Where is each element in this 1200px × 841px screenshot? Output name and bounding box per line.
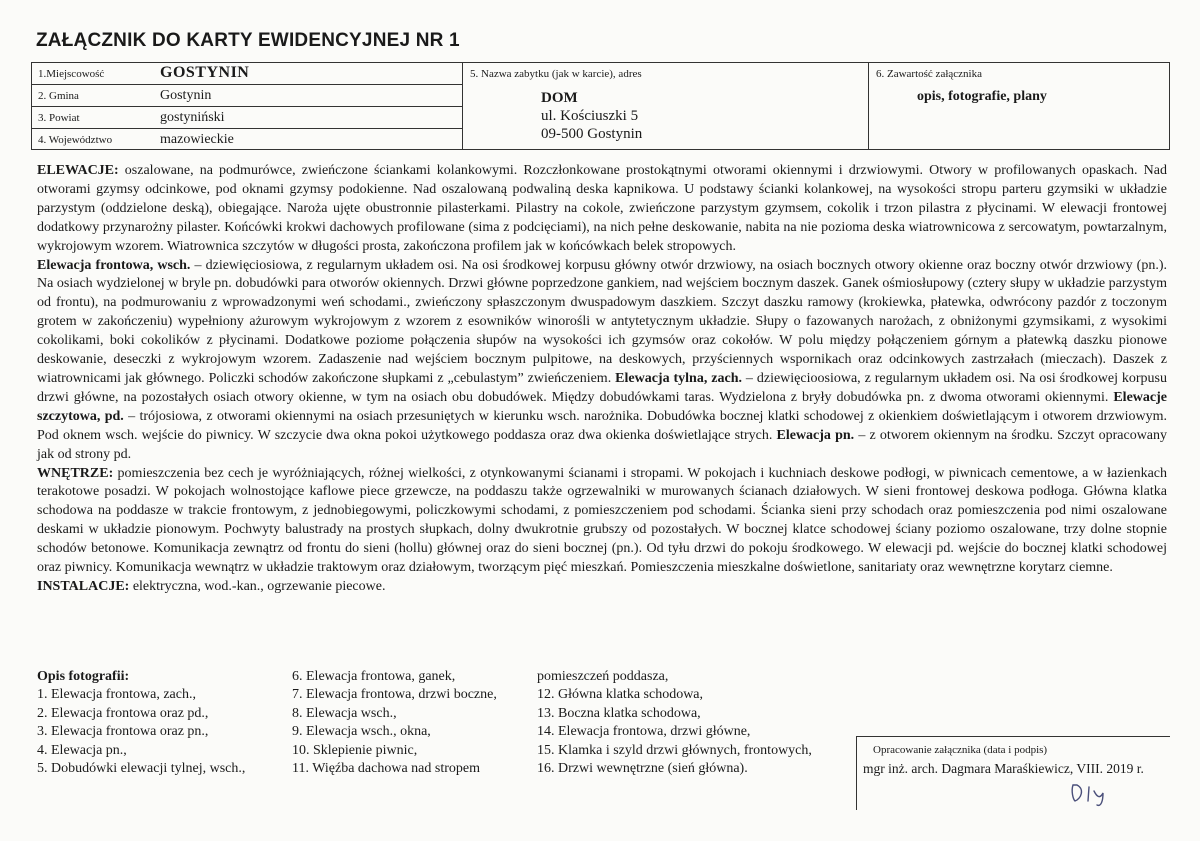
row-miejscowosc [32, 63, 462, 85]
contents-column [869, 63, 1169, 149]
heading-elewacja-frontowa: Elewacja frontowa, wsch. [37, 257, 191, 273]
photo-item: 9. Elewacja wsch., okna, [292, 724, 431, 740]
wojewodztwo-label: 4. Województwo [38, 134, 113, 146]
section-elewacja-frontowa [37, 257, 1167, 465]
text-elewacja-pn: – z otworem okiennym na środku. Szczyt opracowany jak od strony pd. [37, 427, 1168, 462]
text-elewacja-frontowa: – dziewięciosiowa, z regularnym układem osi. Na osi środkowej korpusu główny otwór drzwiowy, na osiach bocznych otwory okienne oraz boczny otwór drzwiowy (pn.). Na osiach wydzielonej w bryle pn. dobudówki para otworów okiennych. Drzwi główne poprzedzone gankiem, nad wejściem bocznym daszek. Ganek ośmiosłupowy (cztery słupy w układzie parzystym od frontu), na podmurowaniu z wprowadzonymi weń schodami., zwieńczony spłaszczonym dwuspadowym daszkiem. Szczyt daszku ramowy (krokiewka, płatewka, odwrócony pazdór z toczonym grotem w zakończeniu) wypełniony ażurowym wykrojowym z wzorem z esowników winorośli w antytetycznym układzie. Słupy o fazowanych narożach, z obniżonymi gzymsikami, z wysokimi cokolikami, boki cokolików z płycinami. Dodatkowe poziome połączenia słupów na wysokości ich gzymsów oraz cokołów. W polu między połączeniem górnym a płatewką daszku pionowe deskowanie, deseczki z wykrojowym wzorem. Zadaszenie nad wejściem bocznym pulpitowe, na deskowych, przyściennych wspornikach oraz odcinkowych zastrzałach (mieczach). Daszek z wiatrownicami jak głównego. Policzki schodów zakończone słupkami z „cebulastym” zwieńczeniem. [37, 257, 1168, 386]
heading-wnetrze: WNĘTRZE: [37, 465, 114, 481]
page-title: ZAŁĄCZNIK DO KARTY EWIDENCYJNEJ NR 1 [36, 30, 460, 51]
monument-address [541, 89, 642, 143]
location-column [32, 63, 463, 149]
photo-list-col2 [292, 668, 497, 778]
photo-item: 16. Drzwi wewnętrzne (sień główna). [537, 761, 748, 777]
section-elewacje [37, 162, 1167, 257]
handwritten-signature [1067, 777, 1127, 807]
wojewodztwo-value: mazowieckie [160, 132, 234, 147]
photo-item: 14. Elewacja frontowa, drzwi główne, [537, 724, 751, 740]
monument-name: DOM [541, 90, 578, 106]
miejscowosc-label: 1.Miejscowość [38, 68, 105, 80]
photo-list-col1 [37, 668, 245, 778]
photo-item: 5. Dobudówki elewacji tylnej, wsch., [37, 761, 246, 777]
photo-item: 11. Więźba dachowa nad stropem [292, 761, 480, 777]
photo-item: 3. Elewacja frontowa oraz pn., [37, 724, 209, 740]
zawartosc-label: 6. Zawartość załącznika [876, 68, 982, 80]
text-elewacja-szczytowa: – trójosiowa, z otworami okiennymi na osiach przesuniętych w kierunku wsch. narożnika. Dobudówka bocznej klatki schodowej z okienkiem doświetlającym i otworem drzwiowym. Pod oknem wsch. wejście do piwnicy. W szczycie dwa okna pokoi użytkowego poddasza oraz dwa okienka doświetlające strych. [37, 408, 1167, 443]
zawartosc-value: opis, fotografie, plany [917, 89, 1047, 104]
section-wnetrze [37, 465, 1167, 578]
photo-item: 7. Elewacja frontowa, drzwi boczne, [292, 687, 497, 703]
photo-item: 6. Elewacja frontowa, ganek, [292, 669, 456, 684]
photo-item: pomieszczeń poddasza, [537, 669, 669, 684]
photo-item: 1. Elewacja frontowa, zach., [37, 687, 196, 703]
signature-box [856, 736, 1170, 810]
heading-elewacje: ELEWACJE: [37, 163, 119, 178]
row-wojewodztwo [32, 129, 462, 151]
heading-instalacje: INSTALACJE: [37, 578, 130, 594]
photo-item: 15. Klamka i szyld drzwi głównych, frontowych, [537, 742, 812, 758]
text-instalacje: elektryczna, wod.-kan., ogrzewanie piecowe. [129, 578, 386, 594]
row-gmina [32, 85, 462, 107]
photo-heading: Opis fotografii: [37, 669, 130, 684]
powiat-label: 3. Powiat [38, 112, 80, 124]
text-elewacja-tylna: – dziewięcioosiowa, z regularnym układem osi. Na osi środkowej korpusu drzwi główne, na pozostałych osiach otwory okienne, w tym na osiach obu dobudówek. Między dobudówkami taras. Wydzielona z bryły dobudówka pn. z dwoma otworami okiennymi. [37, 370, 1168, 405]
nazwa-label: 5. Nazwa zabytku (jak w karcie), adres [470, 68, 642, 80]
gmina-value: Gostynin [160, 88, 212, 103]
heading-elewacja-szczytowa: Elewacje szczytowa, pd. [37, 389, 1167, 424]
photo-item: 13. Boczna klatka schodowa, [537, 705, 701, 721]
photo-item: 10. Sklepienie piwnic, [292, 742, 418, 758]
photo-item: 12. Główna klatka schodowa, [537, 687, 704, 703]
text-elewacje: oszalowane, na podmurówce, zwieńczone ściankami kolankowymi. Rozczłonkowane prostokątnymi otworami okiennymi i drzwiowymi. Otwory w profilowanych opaskach. Nad otworami gzymsy odcinkowe, pod oknami gzymsy podokienne. Nad oszalowaną podwaliną deska kapnikowa. U podstawy ścianki kolankowej, na wysokości stropu parteru gzymsiki w układzie parzystym (oddzielone deską), obiegające. Naroża ujęte obustronnie pilasterkami. Pilastry na cokole, zwieńczone parzystym gzymsem, cokolik i trzon pilastra z płycinami. W elewacji frontowej dodatkowy przynarożny pilaster. Końcówki krokwi dachowych profilowane (sima z podcięciami), na nich pełne deskowanie, nabita na nie pozioma deska wiatrownicowa z sercowatym, powtarzalnym, wykrojowym wzorem. Wiatrownica szczytów w długości prosta, zakończona profilem jak w końcówkach belek stropowych. [37, 163, 1167, 254]
address-city: 09-500 Gostynin [541, 126, 643, 142]
signature-label: Opracowanie załącznika (data i podpis) [873, 744, 1048, 756]
description-body [37, 162, 1167, 597]
gmina-label: 2. Gmina [38, 90, 79, 102]
section-instalacje [37, 578, 1167, 597]
photo-list-col3 [537, 668, 812, 778]
miejscowosc-value: GOSTYNIN [160, 64, 250, 81]
photo-item: 4. Elewacja pn., [37, 742, 127, 758]
monument-column [463, 63, 869, 149]
header-table [31, 62, 1170, 150]
photo-item: 8. Elewacja wsch., [292, 705, 397, 721]
powiat-value: gostyniński [160, 110, 225, 125]
heading-elewacja-tylna: Elewacja tylna, zach. [615, 370, 742, 386]
row-powiat [32, 107, 462, 129]
heading-elewacja-pn: Elewacja pn. [776, 427, 855, 443]
photo-item: 2. Elewacja frontowa oraz pd., [37, 705, 209, 721]
address-street: ul. Kościuszki 5 [541, 108, 639, 124]
text-wnetrze: pomieszczenia bez cech je wyróżniających, różnej wielkości, z otynkowanymi ścianami i stropami. W pokojach i kuchniach deskowe podłogi, w piwnicach cementowe, a w łazienkach terakotowe posadzi. W pokojach wolnostojące kaflowe piece grzewcze, na poddaszu także ogrzewalniki w murowanych ścianach działowych. W sieni frontowej deskowa podłoga. Główna klatka schodowa na poddasze w trakcie frontowym, z jednobiegowymi, policzkowymi schodami, z pomieszczeniem pod schodami. Ścianka sieni przy schodach oraz pomieszczenia pod nimi oszalowane deskami w układzie pionowym. Pochwyty balustrady na prostych słupkach, dolny dwukrotnie grubszy od pozostałych. W bocznej klatce schodowej ściany poziomo oszalowane, trzy dolne stopnie schodów betonowe. Komunikacja zewnątrz od frontu do sieni (hollu) głównej oraz do sieni bocznej (pn.). Od tyłu drzwi do pokoju środkowego. W elewacji pd. wejście do bocznej klatki schodowej oraz piwnicy. Komunikacja wewnątrz w układzie traktowym oraz działowym, tworzącym pięć mieszkań. Pomieszczenia mieszkalne doświetlone, sanitariaty oraz wewnętrzne korytarz ciemne. [37, 465, 1167, 576]
signature-author: mgr inż. arch. Dagmara Maraśkiewicz, VIII. 2019 r. [863, 761, 1144, 776]
